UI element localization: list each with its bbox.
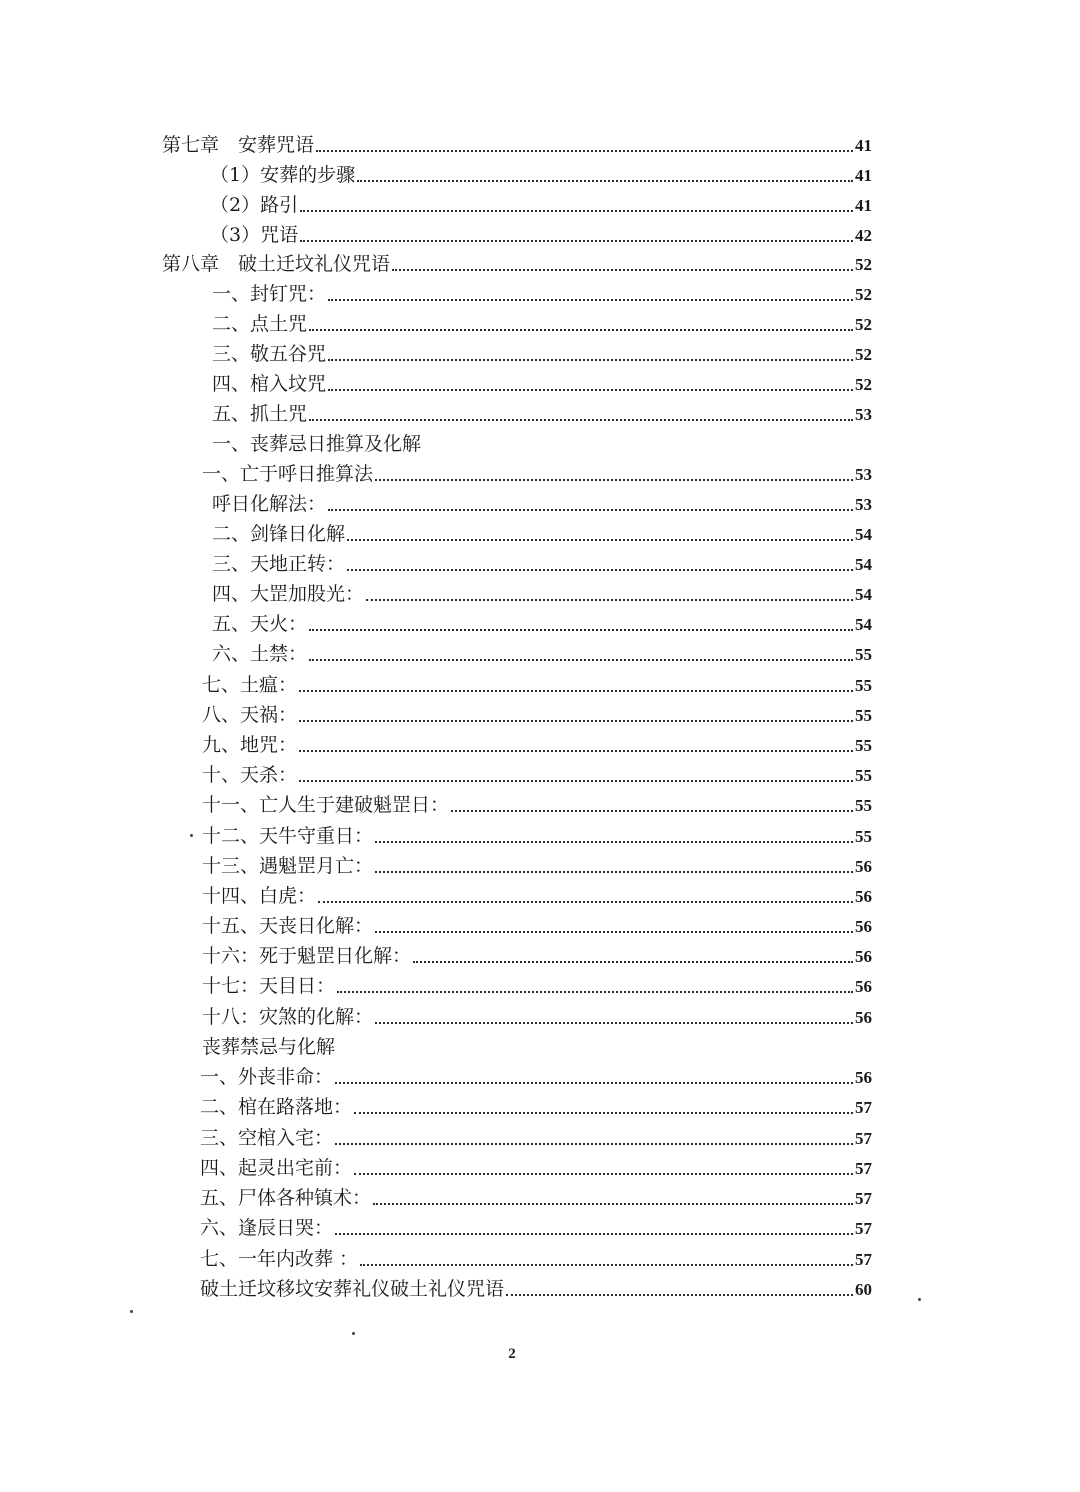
toc-dot-leader: [375, 1020, 853, 1024]
toc-entry-label: 十四、白虎：: [202, 885, 317, 907]
toc-entry-label: 呼日化解法：: [212, 493, 327, 515]
toc-entry: [202, 821, 872, 851]
toc-entry-page: 55: [855, 766, 872, 785]
toc-entry-page: 41: [855, 166, 872, 185]
toc-entry: [202, 459, 872, 489]
toc-entry: [212, 279, 872, 309]
toc-entry-label: （1）安葬的步骤: [210, 164, 356, 186]
toc-dot-leader: [375, 869, 853, 873]
toc-entry-page: 57: [855, 1250, 872, 1269]
toc-dot-leader: [309, 417, 853, 421]
toc-entry-label: 四、棺入坟咒: [212, 373, 327, 395]
toc-entry-label: 一、亡于呼日推算法: [202, 463, 374, 485]
toc-entry-label: 三、空棺入宅：: [200, 1127, 334, 1149]
toc-entry-label: 四、大罡加股光：: [212, 583, 365, 605]
toc-dot-leader: [300, 208, 853, 212]
toc-entry: [212, 639, 872, 669]
toc-entry-page: 57: [855, 1098, 872, 1117]
toc-entry-label: 五、天火：: [212, 613, 308, 635]
toc-dot-leader: [347, 537, 853, 541]
toc-entry-page: 52: [855, 285, 872, 304]
toc-entry: [200, 1123, 872, 1153]
toc-dot-leader: [392, 267, 853, 271]
toc-entry-page: 56: [855, 857, 872, 876]
toc-entry-page: 41: [855, 136, 872, 155]
toc-dot-leader: [300, 238, 853, 242]
toc-entry: [162, 249, 872, 279]
toc-entry: [202, 971, 872, 1001]
toc-dot-leader: [335, 1141, 853, 1145]
toc-dot-leader: [360, 1262, 853, 1266]
toc-entry-label: 四、起灵出宅前：: [200, 1157, 353, 1179]
toc-entry-page: 55: [855, 645, 872, 664]
toc-dot-leader: [299, 688, 853, 692]
toc-entry: [210, 220, 872, 250]
toc-dot-leader: [309, 627, 853, 631]
toc-entry-label: 十一、亡人生于建破魁罡日：: [202, 794, 450, 816]
toc-entry: [210, 160, 872, 190]
toc-dot-leader: [309, 657, 853, 661]
scan-speck: [130, 1310, 133, 1313]
toc-entry-label: 七、一年内改葬 ：: [200, 1248, 359, 1270]
toc-entry: [200, 1244, 872, 1274]
toc-entry-page: 57: [855, 1219, 872, 1238]
toc-entry-page: 52: [855, 345, 872, 364]
toc-entry-label: 三、天地正转：: [212, 553, 346, 575]
toc-entry: [202, 790, 872, 820]
toc-entry: [212, 609, 872, 639]
toc-entry: [210, 190, 872, 220]
toc-entry-page: 56: [855, 947, 872, 966]
toc-entry: [202, 911, 872, 941]
toc-entry: [202, 730, 872, 760]
toc-entry-page: 52: [855, 375, 872, 394]
toc-dot-leader: [328, 507, 853, 511]
toc-entry: [162, 130, 872, 160]
toc-entry-label: （3）咒语: [210, 224, 299, 246]
toc-entry: [212, 399, 872, 429]
toc-entry-label: （2）路引: [210, 194, 299, 216]
toc-dot-leader: [299, 748, 853, 752]
toc-entry-label: 七、土瘟：: [202, 674, 298, 696]
toc-dot-leader: [451, 808, 853, 812]
toc-entry-page: 56: [855, 887, 872, 906]
toc-dot-leader: [299, 778, 853, 782]
toc-entry-page: 56: [855, 977, 872, 996]
toc-entry: [212, 309, 872, 339]
toc-entry: [212, 339, 872, 369]
toc-entry-page: 54: [855, 555, 872, 574]
toc-entry-label: 丧葬禁忌与化解: [202, 1036, 336, 1058]
toc-dot-leader: [373, 1201, 853, 1205]
toc-entry-label: 二、点土咒: [212, 313, 308, 335]
toc-entry-label: 六、土禁：: [212, 643, 308, 665]
toc-dot-leader: [299, 718, 853, 722]
toc-entry: [202, 1032, 872, 1062]
toc-entry-label: 一、封钉咒：: [212, 283, 327, 305]
toc-entry-page: 54: [855, 525, 872, 544]
toc-entry-page: 56: [855, 1068, 872, 1087]
toc-entry-page: 57: [855, 1189, 872, 1208]
scan-speck: [352, 1332, 355, 1335]
toc-entry-label: 五、尸体各种镇术：: [200, 1187, 372, 1209]
toc-entry-page: 57: [855, 1129, 872, 1148]
toc-dot-leader: [375, 839, 853, 843]
toc-entry-label: 二、剑锋日化解: [212, 523, 346, 545]
toc-entry: [202, 881, 872, 911]
toc-entry: [212, 369, 872, 399]
toc-entry-page: 55: [855, 736, 872, 755]
toc-entry: [200, 1213, 872, 1243]
toc-entry-page: 52: [855, 315, 872, 334]
toc-dot-leader: [318, 899, 853, 903]
toc-entry: [202, 851, 872, 881]
toc-entry-label: 二、棺在路落地：: [200, 1096, 353, 1118]
toc-entry: [200, 1153, 872, 1183]
toc-entry-label: 十五、天丧日化解：: [202, 915, 374, 937]
page-number: 2: [508, 1346, 516, 1362]
toc-entry: [200, 1092, 872, 1122]
toc-dot-leader: [413, 959, 853, 963]
toc-dot-leader: [357, 178, 853, 182]
toc-entry-page: 60: [855, 1280, 872, 1299]
toc-entry-label: 第七章 安葬咒语: [162, 134, 315, 156]
toc-entry-label: 破土迁坟移坟安葬礼仪破土礼仪咒语: [200, 1278, 505, 1300]
toc-entry: [212, 519, 872, 549]
toc-dot-leader: [347, 567, 853, 571]
toc-entry-label: 九、地咒：: [202, 734, 298, 756]
toc-entry-label: 一、丧葬忌日推算及化解: [212, 433, 422, 455]
toc-entry: [200, 1062, 872, 1092]
toc-entry-page: 56: [855, 1008, 872, 1027]
toc-entry: [202, 941, 872, 971]
toc-entry-label: 一、外丧非命：: [200, 1066, 334, 1088]
toc-dot-leader: [328, 357, 853, 361]
toc-entry-label: 六、逢辰日哭：: [200, 1217, 334, 1239]
toc-entry-page: 53: [855, 495, 872, 514]
toc-entry: [212, 489, 872, 519]
toc-entry-label: 十三、遇魁罡月亡：: [202, 855, 374, 877]
toc-entry-label: 十、天杀：: [202, 764, 298, 786]
toc-entry-page: 52: [855, 255, 872, 274]
toc-dot-leader: [328, 387, 853, 391]
toc-entry-page: 55: [855, 796, 872, 815]
toc-dot-leader: [366, 597, 853, 601]
toc-entry-page: 55: [855, 676, 872, 695]
toc-entry: [202, 1002, 872, 1032]
toc-dot-leader: [375, 477, 853, 481]
toc-entry-label: 五、抓土咒: [212, 403, 308, 425]
toc-entry-page: 54: [855, 585, 872, 604]
toc-entry-page: 53: [855, 465, 872, 484]
toc-entry-page: 41: [855, 196, 872, 215]
toc-entry-label: 十二、天牛守重日：: [202, 825, 374, 847]
toc-dot-leader: [316, 148, 853, 152]
toc-entry: [212, 579, 872, 609]
toc-dot-leader: [354, 1171, 853, 1175]
toc-dot-leader: [335, 1231, 853, 1235]
scan-speck: [190, 834, 193, 837]
toc-entry-page: 42: [855, 226, 872, 245]
toc-entry-label: 八、天祸：: [202, 704, 298, 726]
toc-entry-label: 十七：天目日：: [202, 975, 336, 997]
toc-entry-page: 55: [855, 827, 872, 846]
toc-entry-label: 第八章 破土迁坟礼仪咒语: [162, 253, 391, 275]
toc-entry: [212, 549, 872, 579]
toc-dot-leader: [375, 929, 853, 933]
toc-dot-leader: [328, 297, 853, 301]
toc-entry: [200, 1183, 872, 1213]
toc-dot-leader: [335, 1080, 853, 1084]
toc-entry-page: 57: [855, 1159, 872, 1178]
toc-entry-page: 55: [855, 706, 872, 725]
toc-entry-page: 53: [855, 405, 872, 424]
toc-entry-page: 54: [855, 615, 872, 634]
toc-entry-label: 三、敬五谷咒: [212, 343, 327, 365]
toc-entry: [202, 700, 872, 730]
toc-entry-label: 十六：死于魁罡日化解：: [202, 945, 412, 967]
toc-entry: [202, 760, 872, 790]
toc-entry: [200, 1274, 872, 1304]
toc-entry-label: 十八：灾煞的化解：: [202, 1006, 374, 1028]
toc-dot-leader: [337, 989, 853, 993]
toc-dot-leader: [354, 1110, 853, 1114]
toc-entry: [212, 429, 872, 459]
toc-dot-leader: [309, 327, 853, 331]
toc-entry-page: 56: [855, 917, 872, 936]
scan-speck: [918, 1298, 921, 1301]
toc-entry: [202, 670, 872, 700]
toc-dot-leader: [506, 1292, 853, 1296]
